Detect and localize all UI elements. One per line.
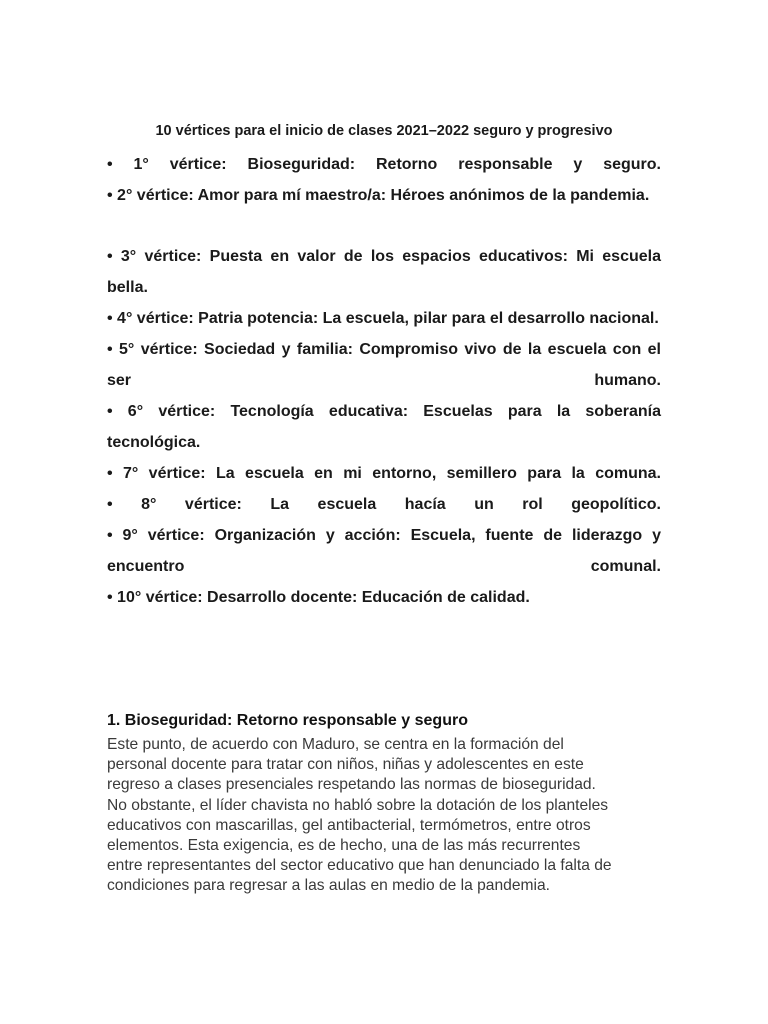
- vertex-list: [107, 149, 661, 613]
- section-body-line: elementos. Esta exigencia, es de hecho, una de las más recurrentes: [107, 837, 581, 855]
- section-body-line: No obstante, el líder chavista no habló sobre la dotación de los planteles: [107, 796, 609, 814]
- vertex-item-8: • 8° vértice: La escuela hacía un rol geopolítico.: [107, 496, 661, 513]
- vertex-item-3: • 3° vértice: Puesta en valor de los espacios educativos: Mi escuela bella.: [107, 248, 661, 296]
- section-body-line: entre representantes del sector educativo que han denunciado la falta de: [107, 857, 612, 875]
- document-title: 10 vértices para el inicio de clases 2021–2022 seguro y progresivo: [155, 123, 613, 139]
- section-body-line: personal docente para tratar con niños, niñas y adolescentes en este: [107, 756, 584, 774]
- vertex-item-2: • 2° vértice: Amor para mí maestro/a: Héroes anónimos de la pandemia.: [107, 187, 650, 204]
- vertex-item-4: • 4° vértice: Patria potencia: La escuela, pilar para el desarrollo nacional.: [107, 310, 659, 327]
- vertex-item-6: • 6° vértice: Tecnología educativa: Escuelas para la soberanía tecnológica.: [107, 403, 661, 451]
- vertex-item-9: • 9° vértice: Organización y acción: Escuela, fuente de liderazgo y encuentro comunal.: [107, 527, 661, 575]
- section-body-line: Este punto, de acuerdo con Maduro, se centra en la formación del: [107, 736, 564, 753]
- section-body: [107, 735, 661, 897]
- vertex-item-10: • 10° vértice: Desarrollo docente: Educación de calidad.: [107, 589, 530, 606]
- vertex-item-5: • 5° vértice: Sociedad y familia: Compromiso vivo de la escuela con el ser humano.: [107, 341, 661, 389]
- section-heading: 1. Bioseguridad: Retorno responsable y seguro: [107, 712, 468, 729]
- vertex-item-1: • 1° vértice: Bioseguridad: Retorno responsable y seguro.: [107, 156, 661, 173]
- section-body-line: condiciones para regresar a las aulas en medio de la pandemia.: [107, 877, 550, 895]
- section-body-line: regreso a clases presenciales respetando las normas de bioseguridad.: [107, 776, 596, 794]
- section-body-line: educativos con mascarillas, gel antibacterial, termómetros, entre otros: [107, 816, 591, 834]
- vertex-item-7: • 7° vértice: La escuela en mi entorno, semillero para la comuna.: [107, 465, 661, 482]
